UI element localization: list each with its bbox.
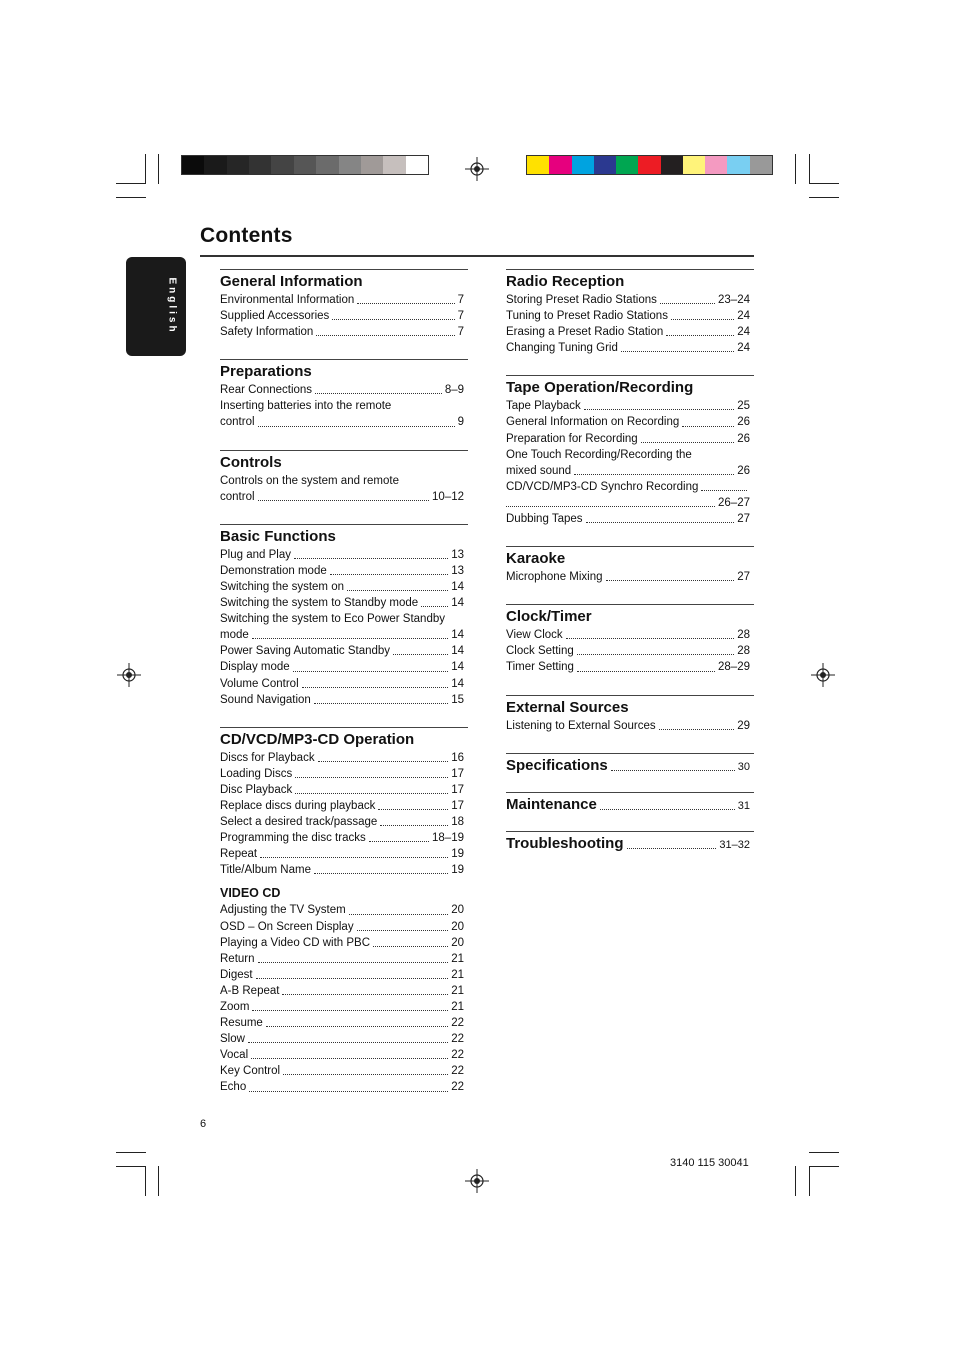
entry-page: 23–24 [718, 294, 750, 306]
toc-entry[interactable] [220, 814, 468, 830]
entry-page: 14 [451, 645, 464, 658]
entry-label: Resume [220, 1017, 263, 1030]
gray-swatch [383, 156, 405, 174]
entry-page: 19 [451, 864, 464, 877]
toc-entry[interactable] [220, 967, 468, 983]
entry-label: Listening to External Sources [506, 719, 656, 732]
section-cd-operation [220, 727, 468, 1096]
section-basic-functions [220, 524, 468, 708]
section-title: General Information [220, 273, 363, 290]
toc-entry[interactable] [220, 692, 468, 708]
entry-label: Safety Information [220, 326, 314, 339]
toc-entry[interactable] [506, 627, 754, 643]
gray-swatch [271, 156, 293, 174]
entry-page: 28 [737, 629, 750, 642]
entry-label: Digest [220, 968, 253, 981]
gray-swatch [316, 156, 338, 174]
entry-page: 14 [451, 580, 464, 593]
entry-label: Adjusting the TV System [220, 904, 346, 917]
toc-entry[interactable] [220, 308, 468, 324]
dot-leader [574, 474, 734, 475]
section-radio-reception [506, 269, 754, 356]
color-swatch [727, 156, 749, 174]
dot-leader [577, 671, 715, 672]
toc-entry[interactable] [220, 643, 468, 659]
dot-leader [393, 654, 448, 655]
gray-swatch [204, 156, 226, 174]
section-troubleshooting[interactable] [506, 831, 754, 854]
entry-label: Repeat [220, 848, 258, 861]
entry-page: 22 [451, 1081, 464, 1094]
entry-page: 20 [451, 936, 464, 949]
entry-page: 25 [737, 400, 750, 413]
toc-entry[interactable] [506, 569, 754, 585]
entry-page: 24 [737, 326, 750, 339]
entry-label: Key Control [220, 1065, 281, 1078]
dot-leader [566, 638, 735, 639]
entry-label: View Clock [506, 629, 563, 642]
section-preparations [220, 359, 468, 430]
dot-leader [260, 857, 448, 858]
entry-page: 13 [451, 564, 464, 577]
section-external-sources [506, 695, 754, 734]
dot-leader [671, 319, 734, 320]
toc-entry[interactable] [220, 676, 468, 692]
dot-leader [373, 946, 448, 947]
dot-leader [378, 809, 448, 810]
section-title: External Sources [506, 698, 629, 716]
entry-page: 17 [451, 767, 464, 780]
color-swatch [638, 156, 660, 174]
section-title: Tape Operation/Recording [506, 379, 694, 397]
toc-entry[interactable] [220, 659, 468, 675]
registration-mark-icon [811, 663, 835, 687]
entry-page: 26 [737, 464, 750, 477]
gray-swatch [361, 156, 383, 174]
entry-label: Switching the system on [220, 580, 345, 593]
color-swatch [549, 156, 571, 174]
entry-label: Zoom [220, 1001, 250, 1013]
toc-entry[interactable] [220, 1031, 468, 1047]
section-tape-operation [506, 375, 754, 527]
language-tab-label: English [166, 277, 178, 335]
entry-page: 7 [457, 310, 464, 323]
entry-page: 10–12 [432, 490, 464, 503]
entry-label: CD/VCD/MP3-CD Synchro Recording [506, 480, 699, 493]
title-rule [200, 255, 754, 257]
section-karaoke [506, 546, 754, 585]
dot-leader [611, 770, 735, 771]
entry-page: 28–29 [718, 661, 750, 674]
color-swatch [683, 156, 705, 174]
dot-leader [314, 873, 448, 874]
dot-leader [316, 335, 454, 336]
entry-page: 8–9 [444, 384, 464, 397]
entry-page: 17 [451, 783, 464, 796]
entry-page: 9 [457, 416, 464, 429]
entry-page: 7 [457, 326, 464, 339]
entry-label: Erasing a Preset Radio Station [506, 326, 664, 339]
entry-label: Disc Playback [220, 783, 293, 796]
entry-label: Vocal [220, 1049, 249, 1062]
entry-page: 21 [451, 952, 464, 965]
entry-label: Tape Playback [506, 400, 581, 413]
entry-page: 29 [737, 719, 750, 732]
toc-entry[interactable] [220, 1079, 468, 1095]
section-title: Preparations [220, 363, 312, 381]
toc-entry[interactable] [220, 782, 468, 798]
gray-swatch [339, 156, 361, 174]
entry-label: Sound Navigation [220, 693, 311, 706]
toc-entry[interactable] [220, 999, 468, 1015]
toc-entry[interactable] [506, 511, 754, 527]
toc-entry[interactable] [220, 902, 468, 918]
toc-entry[interactable] [220, 862, 468, 878]
entry-page: 26 [737, 416, 750, 429]
toc-entry[interactable] [220, 324, 468, 340]
section-title: Karaoke [506, 550, 566, 568]
gray-swatch [294, 156, 316, 174]
toc-entry[interactable] [220, 766, 468, 782]
toc-entry[interactable] [506, 659, 754, 675]
entry-page: 19 [451, 848, 464, 861]
entry-label: control [220, 490, 255, 503]
toc-entry[interactable] [506, 431, 754, 447]
toc-entry[interactable] [506, 414, 754, 430]
section-general-information [220, 269, 468, 340]
dot-leader [314, 703, 448, 704]
entry-label: A-B Repeat [220, 984, 280, 997]
entry-label: Display mode [220, 661, 290, 674]
toc-left-column [220, 269, 468, 1096]
gray-swatch [227, 156, 249, 174]
entry-label: Tuning to Preset Radio Stations [506, 310, 668, 323]
entry-page: 28 [737, 645, 750, 658]
toc-entry[interactable] [220, 919, 468, 935]
dot-leader [701, 490, 747, 491]
entry-label: Environmental Information [220, 294, 355, 306]
entry-page: 26–27 [718, 496, 750, 509]
dot-leader [666, 335, 734, 336]
entry-label: Changing Tuning Grid [506, 342, 618, 355]
dot-leader [258, 500, 429, 501]
toc-entry[interactable] [506, 292, 754, 308]
dot-leader [252, 638, 448, 639]
dot-leader [302, 687, 449, 688]
entry-label: Storing Preset Radio Stations [506, 294, 657, 306]
section-maintenance[interactable] [506, 792, 754, 815]
entry-label: mixed sound [506, 464, 572, 477]
entry-page: 22 [451, 1049, 464, 1062]
entry-page: 27 [737, 513, 750, 526]
entry-label: Return [220, 952, 255, 965]
page-title: Contents [200, 224, 293, 247]
entry-page: 26 [737, 432, 750, 445]
section-title: Specifications [506, 756, 608, 774]
entry-page: 22 [451, 1033, 464, 1046]
entry-label: Slow [220, 1033, 245, 1046]
section-clock-timer [506, 604, 754, 675]
section-title: Radio Reception [506, 273, 625, 290]
dot-leader [577, 654, 734, 655]
dot-leader [295, 793, 448, 794]
entry-label: Programming the disc tracks [220, 832, 366, 845]
entry-page: 14 [451, 597, 464, 610]
toc-entry[interactable] [506, 308, 754, 324]
entry-line: Switching the system to Eco Power Standby [220, 613, 445, 626]
entry-page: 31–32 [719, 838, 750, 851]
entry-label: Plug and Play [220, 548, 291, 561]
dot-leader [249, 1091, 448, 1092]
color-swatch [527, 156, 549, 174]
document-code: 3140 115 30041 [670, 1157, 749, 1169]
toc-entry[interactable] [220, 595, 468, 611]
registration-mark-icon [465, 1169, 489, 1193]
entry-label: General Information on Recording [506, 416, 680, 429]
entry-label: Rear Connections [220, 384, 313, 397]
toc-entry[interactable] [506, 340, 754, 356]
toc-entry[interactable] [220, 750, 468, 766]
entry-page: 22 [451, 1017, 464, 1030]
toc-entry[interactable] [220, 951, 468, 967]
section-title: CD/VCD/MP3-CD Operation [220, 730, 415, 748]
dot-leader [293, 671, 449, 672]
entry-page: 14 [451, 661, 464, 674]
entry-label: Preparation for Recording [506, 432, 638, 445]
entry-page: 13 [451, 548, 464, 561]
toc-entry[interactable] [506, 324, 754, 340]
entry-page: 30 [737, 760, 750, 773]
dot-leader [627, 848, 717, 849]
color-swatch [661, 156, 683, 174]
dot-leader [251, 1058, 448, 1059]
dot-leader [318, 761, 449, 762]
section-title: Controls [220, 453, 282, 471]
dot-leader [606, 580, 735, 581]
toc-entry[interactable] [220, 1015, 468, 1031]
dot-leader [380, 825, 448, 826]
toc-entry-continuation[interactable] [506, 495, 754, 511]
entry-label: mode [220, 629, 249, 642]
entry-label: Microphone Mixing [506, 571, 603, 584]
gray-swatch [406, 156, 428, 174]
entry-page: 24 [737, 342, 750, 355]
dot-leader [248, 1042, 448, 1043]
toc-entry[interactable] [220, 292, 468, 308]
dot-leader [294, 558, 448, 559]
entry-page: 7 [457, 294, 464, 306]
dot-leader [256, 978, 449, 979]
dot-leader [357, 303, 454, 304]
toc-entry[interactable] [220, 547, 468, 563]
color-swatch [750, 156, 772, 174]
entry-page: 18–19 [432, 832, 464, 845]
toc-entry[interactable] [506, 643, 754, 659]
entry-label: Loading Discs [220, 767, 293, 780]
dot-leader [586, 522, 735, 523]
toc-entry[interactable] [506, 718, 754, 734]
section-specifications[interactable] [506, 753, 754, 776]
toc-entry[interactable] [220, 935, 468, 951]
entry-page: 21 [451, 1001, 464, 1013]
dot-leader [330, 574, 448, 575]
entry-label: Replace discs during playback [220, 799, 376, 812]
entry-label: Echo [220, 1081, 247, 1094]
entry-page: 14 [451, 629, 464, 642]
dot-leader [659, 729, 735, 730]
dot-leader [332, 319, 454, 320]
dot-leader [357, 930, 449, 931]
toc-entry[interactable] [220, 414, 468, 430]
color-swatch [594, 156, 616, 174]
entry-label: Supplied Accessories [220, 310, 330, 323]
entry-line: Controls on the system and remote [220, 474, 399, 487]
section-title: Clock/Timer [506, 608, 592, 626]
entry-page: 15 [451, 693, 464, 706]
entry-line: Inserting batteries into the remote [220, 400, 392, 413]
entry-label: Playing a Video CD with PBC [220, 936, 370, 949]
toc-entry[interactable] [220, 563, 468, 579]
section-title: Maintenance [506, 795, 597, 813]
dot-leader [600, 809, 735, 810]
color-swatch [616, 156, 638, 174]
entry-page: 22 [451, 1065, 464, 1078]
dot-leader [506, 506, 715, 507]
dot-leader [252, 1010, 448, 1011]
toc-entry[interactable] [220, 983, 468, 999]
entry-label: Switching the system to Standby mode [220, 597, 419, 610]
entry-page: 17 [451, 799, 464, 812]
entry-label: Volume Control [220, 677, 299, 690]
dot-leader [283, 1074, 448, 1075]
dot-leader [258, 426, 455, 427]
toc-entry[interactable] [506, 463, 754, 479]
entry-label: Timer Setting [506, 661, 574, 674]
dot-leader [266, 1026, 448, 1027]
entry-label: Title/Album Name [220, 864, 311, 877]
section-controls [220, 450, 468, 505]
dot-leader [621, 351, 734, 352]
entry-page: 21 [451, 984, 464, 997]
dot-leader [369, 841, 429, 842]
dot-leader [347, 590, 448, 591]
section-title: Basic Functions [220, 527, 336, 545]
toc-entry[interactable] [220, 382, 468, 398]
dot-leader [421, 606, 448, 607]
toc-right-column [506, 269, 754, 854]
entry-page: 14 [451, 677, 464, 690]
entry-page: 24 [737, 310, 750, 323]
dot-leader [682, 426, 734, 427]
entry-page: 20 [451, 904, 464, 917]
color-calibration-bar [526, 155, 773, 175]
entry-label: Demonstration mode [220, 564, 327, 577]
entry-label: control [220, 416, 255, 429]
gray-swatch [182, 156, 204, 174]
entry-page: 27 [737, 571, 750, 584]
toc-entry[interactable] [506, 398, 754, 414]
gray-swatch [249, 156, 271, 174]
entry-label: Clock Setting [506, 645, 574, 658]
toc-entry[interactable] [506, 479, 754, 495]
entry-label: Power Saving Automatic Standby [220, 645, 391, 658]
entry-page: 21 [451, 968, 464, 981]
subsection-title: VIDEO CD [220, 886, 281, 901]
toc-entry[interactable] [220, 627, 468, 643]
page-number: 6 [200, 1118, 207, 1130]
toc-entry[interactable] [220, 1047, 468, 1063]
toc-entry[interactable] [220, 846, 468, 862]
section-title: Troubleshooting [506, 834, 624, 852]
dot-leader [315, 393, 442, 394]
entry-label: Dubbing Tapes [506, 513, 583, 526]
dot-leader [282, 994, 448, 995]
registration-mark-icon [117, 663, 141, 687]
dot-leader [660, 303, 715, 304]
dot-leader [258, 962, 449, 963]
registration-mark-icon [465, 157, 489, 181]
entry-page: 31 [737, 799, 750, 812]
entry-page: 18 [451, 816, 464, 829]
entry-label: Select a desired track/passage [220, 816, 378, 829]
toc-entry[interactable] [220, 830, 468, 846]
toc-entry[interactable] [220, 489, 468, 505]
toc-entry[interactable] [220, 798, 468, 814]
dot-leader [295, 777, 448, 778]
entry-line: One Touch Recording/Recording the [506, 448, 692, 461]
dot-leader [641, 442, 735, 443]
dot-leader [349, 914, 448, 915]
toc-entry[interactable] [220, 579, 468, 595]
grayscale-calibration-bar [181, 155, 429, 175]
color-swatch [705, 156, 727, 174]
color-swatch [572, 156, 594, 174]
entry-label: OSD – On Screen Display [220, 920, 354, 933]
dot-leader [584, 409, 734, 410]
entry-page: 16 [451, 751, 464, 764]
entry-label: Discs for Playback [220, 751, 315, 764]
toc-entry[interactable] [220, 1063, 468, 1079]
entry-page: 20 [451, 920, 464, 933]
